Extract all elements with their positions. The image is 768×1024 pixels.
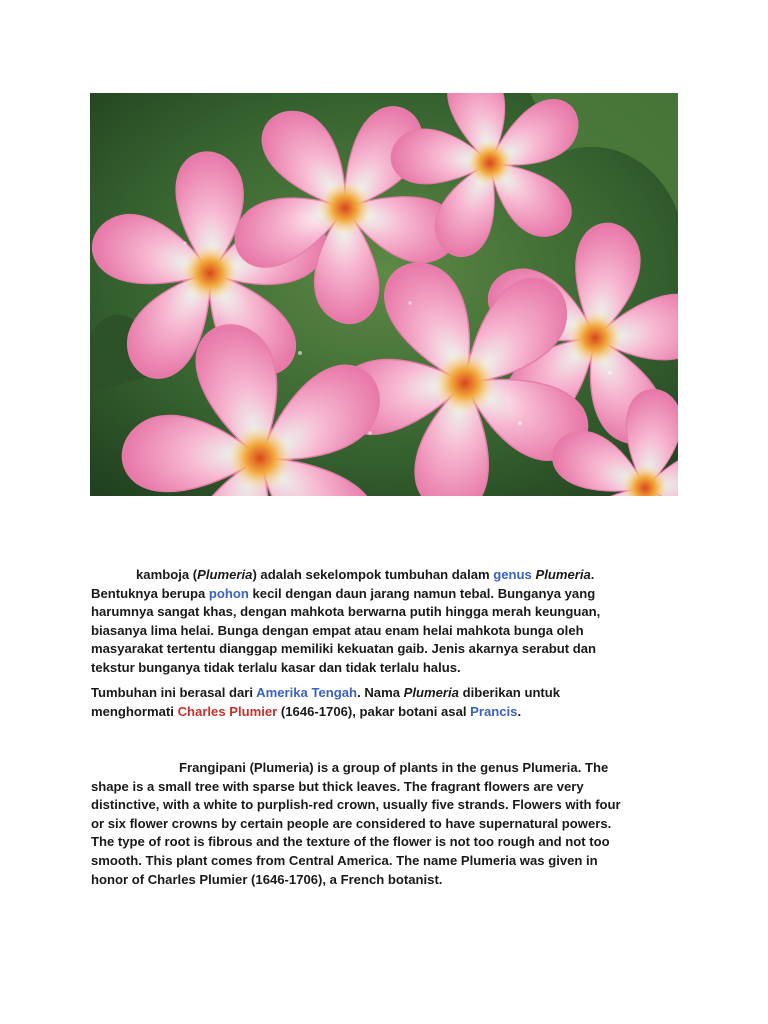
p3-line-3: distinctive, with a white to purplish-red crown, usually five strands. Flowers with four [91,797,621,813]
p1-line-6: tekstur bunganya tidak terlalu kasar dan tidak terlalu halus. [91,659,461,675]
p2-line-2: menghormati Charles Plumier (1646-1706), pakar botani asal Prancis. [91,703,522,719]
plumeria-photo [90,93,678,496]
p1-line-2: Bentuknya berupa pohon kecil dengan daun jarang namun tebal. Bunganya yang [91,585,596,601]
p1-line-4: biasanya lima helai. Bunga dengan empat atau enam helai mahkota bunga oleh [91,622,584,638]
paragraph-indonesian-2 [91,684,681,721]
p1-line-3: harumnya sangat khas, dengan mahkota berwarna putih hingga merah keunguan, [91,604,601,620]
p3-line-4: or six flower crowns by certain people are considered to have supernatural powers. [91,815,612,831]
p3-line-2: shape is a small tree with sparse but thick leaves. The fragrant flowers are very [91,778,584,794]
p3-line-6: smooth. This plant comes from Central America. The name Plumeria was given in [91,852,598,868]
link-amerika-tengah[interactable]: Amerika Tengah [256,685,358,700]
link-genus[interactable]: genus [493,567,532,582]
link-prancis[interactable]: Prancis [470,703,518,719]
p3-line-7: honor of Charles Plumier (1646-1706), a French botanist. [91,871,443,887]
p2-line-1: Tumbuhan ini berasal dari Amerika Tengah. Nama Plumeria diberikan untuk [91,685,561,700]
p3-line-5: The type of root is fibrous and the texture of the flower is not too rough and not too [91,834,610,850]
link-charles-plumier[interactable]: Charles Plumier [177,703,278,719]
paragraph-english [91,759,681,889]
p3-line-1: Frangipani (Plumeria) is a group of plants in the genus Plumeria. The [179,760,609,775]
paragraph-indonesian-1 [91,566,681,678]
link-pohon[interactable]: pohon [208,585,249,601]
p1-line-1: kamboja (Plumeria) adalah sekelompok tumbuhan dalam genus Plumeria. [136,567,595,582]
p1-line-5: masyarakat tertentu dianggap memiliki kekuatan gaib. Jenis akarnya serabut dan [91,641,597,657]
